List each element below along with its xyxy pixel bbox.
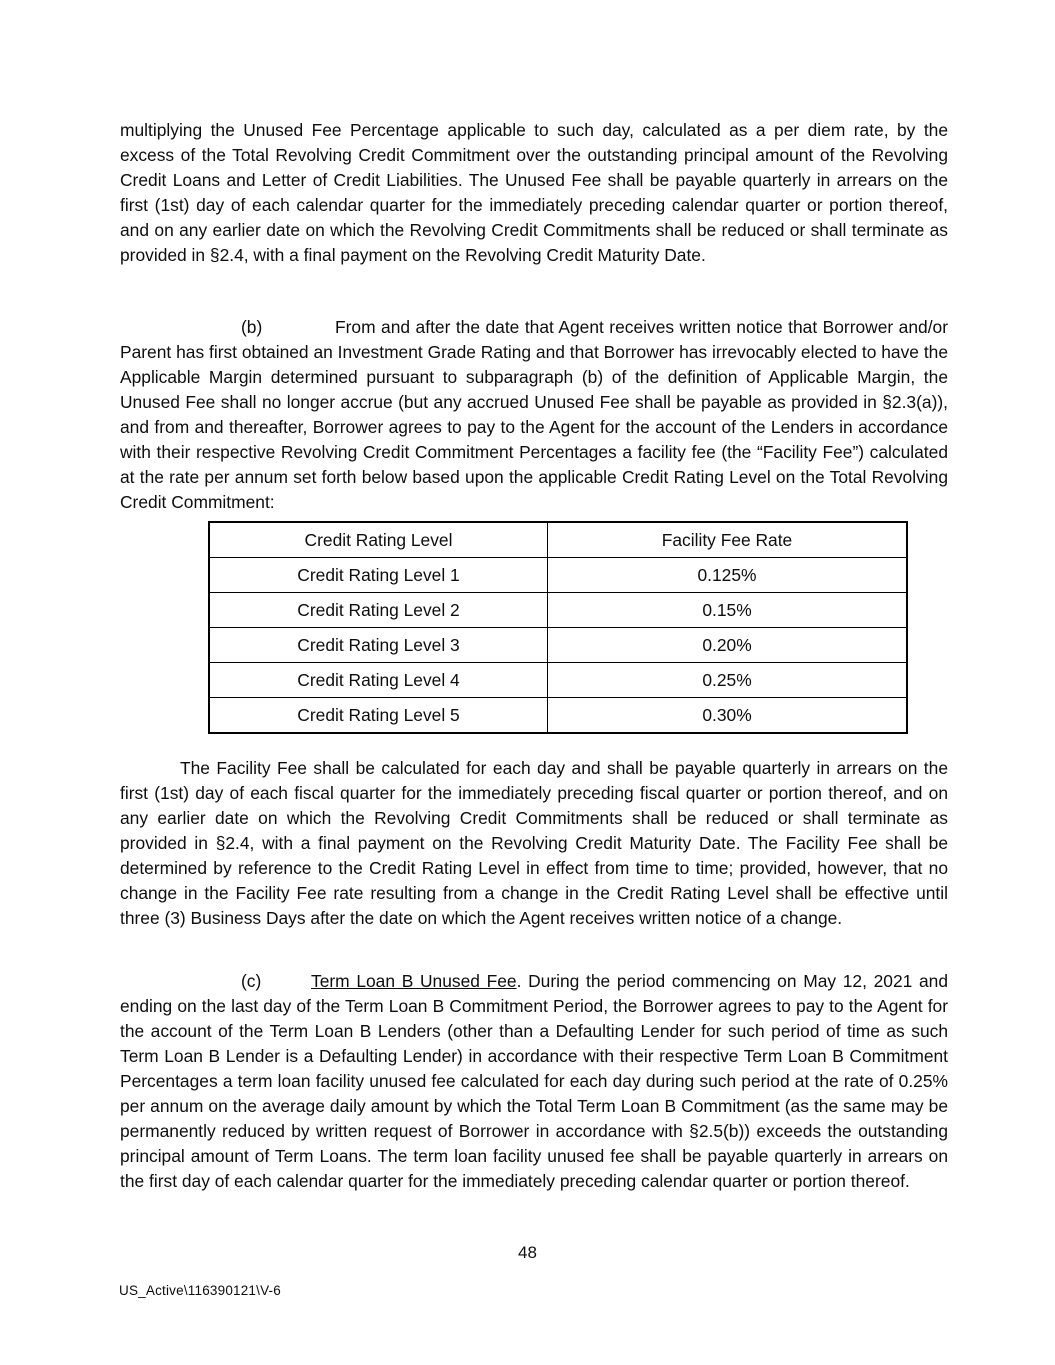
table-cell-level: Credit Rating Level 1 [209, 558, 548, 593]
table-cell-rate: 0.20% [548, 628, 908, 663]
table-cell-rate: 0.15% [548, 593, 908, 628]
table-row [209, 628, 907, 663]
paragraph-c-heading: Term Loan B Unused Fee [311, 971, 517, 991]
table-row [209, 558, 907, 593]
table-cell-level: Credit Rating Level 4 [209, 663, 548, 698]
table-header-credit-rating-level: Credit Rating Level [209, 522, 548, 558]
document-reference: US_Active\116390121\V-6 [119, 1283, 281, 1298]
table-row [209, 663, 907, 698]
paragraph-facility-fee-calculation: The Facility Fee shall be calculated for each day and shall be payable quarterly in arrears on the first (1st) day of each fiscal quarter for the immediately preceding fiscal quarter or portion thereof, and on any earlier date on which the Revolving Credit Commitments shall be reduced or shall terminate as provided in §2.4, with a final payment on the Revolving Credit Maturity Date. The Facility Fee shall be determined by reference to the Credit Rating Level in effect from time to time; provided, however, that no change in the Facility Fee rate resulting from a change in the Credit Rating Level shall be effective until three (3) Business Days after the date on which the Agent receives written notice of a change. [120, 758, 948, 928]
paragraph-b-text: From and after the date that Agent receives written notice that Borrower and/or Parent has first obtained an Investment Grade Rating and that Borrower has irrevocably elected to have the Applicable Margin determined pursuant to subparagraph (b) of the definition of Applicable Margin, the Unused Fee shall no longer accrue (but any accrued Unused Fee shall be payable as provided in §2.3(a)), and from and thereafter, Borrower agrees to pay to the Agent for the account of the Lenders in accordance with their respective Revolving Credit Commitment Percentages a facility fee (the “Facility Fee”) calculated at the rate per annum set forth below based upon the applicable Credit Rating Level on the Total Revolving Credit Commitment: [120, 317, 948, 512]
table-header-facility-fee-rate: Facility Fee Rate [548, 522, 908, 558]
paragraph-b-label: (b) [241, 317, 263, 337]
facility-fee-table-container [208, 521, 908, 734]
facility-fee-table [208, 521, 908, 734]
page-number: 48 [518, 1243, 537, 1262]
table-cell-rate: 0.25% [548, 663, 908, 698]
table-cell-rate: 0.125% [548, 558, 908, 593]
table-cell-level: Credit Rating Level 5 [209, 698, 548, 734]
table-cell-level: Credit Rating Level 3 [209, 628, 548, 663]
paragraph-c-label: (c) [241, 971, 262, 991]
table-row [209, 593, 907, 628]
table-row [209, 698, 907, 734]
paragraph-c-text: . During the period commencing on May 12, 2021 and ending on the last day of the Term Loan B Commitment Period, the Borrower agrees to pay to the Agent for the account of the Term Loan B Lenders (other than a Defaulting Lender for such period of time as such Term Loan B Lender is a Defaulting Lender) in accordance with their respective Term Loan B Commitment Percentages a term loan facility unused fee calculated for each day during such period at the rate of 0.25% per annum on the average daily amount by which the Total Term Loan B Commitment (as the same may be permanently reduced by written request of Borrower in accordance with §2.5(b)) exceeds the outstanding principal amount of Term Loans. The term loan facility unused fee shall be payable quarterly in arrears on the first day of each calendar quarter for the immediately preceding calendar quarter or portion thereof. [120, 971, 948, 1191]
table-cell-level: Credit Rating Level 2 [209, 593, 548, 628]
paragraph-b-facility-fee [120, 315, 948, 515]
table-cell-rate: 0.30% [548, 698, 908, 734]
paragraph-unused-fee-continuation: multiplying the Unused Fee Percentage applicable to such day, calculated as a per diem rate, by the excess of the Total Revolving Credit Commitment over the outstanding principal amount of the Revolving Credit Loans and Letter of Credit Liabilities. The Unused Fee shall be payable quarterly in arrears on the first (1st) day of each calendar quarter for the immediately preceding calendar quarter or portion thereof, and on any earlier date on which the Revolving Credit Commitments shall be reduced or shall terminate as provided in §2.4, with a final payment on the Revolving Credit Maturity Date. [120, 120, 948, 265]
table-header-row [209, 522, 907, 558]
paragraph-c-term-loan-b-unused-fee [120, 969, 948, 1194]
